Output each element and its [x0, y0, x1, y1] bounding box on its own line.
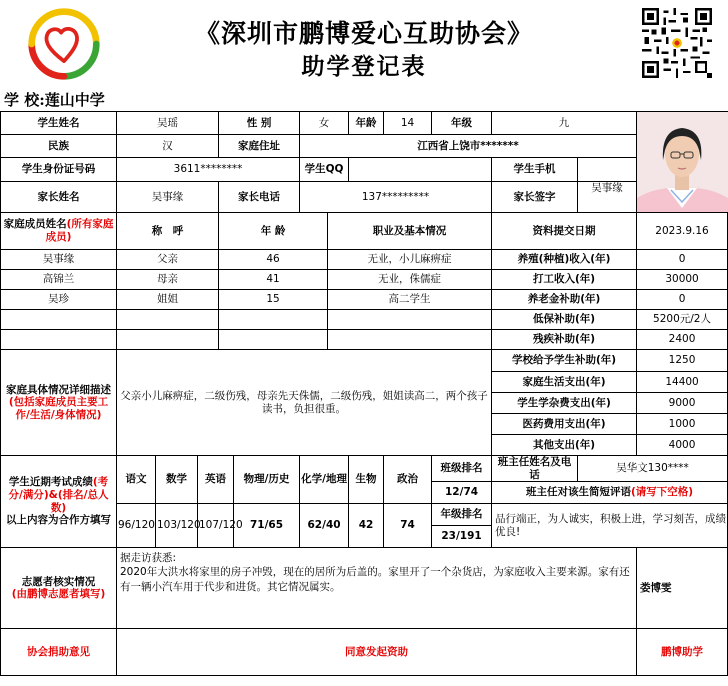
row-footer — [1, 629, 728, 676]
pengbo-signature: 鹏博助学 — [637, 629, 728, 676]
gender-label: 性 别 — [219, 112, 300, 135]
grade: 九 — [492, 112, 637, 135]
income-label: 养老金补助(年) — [492, 290, 637, 310]
member-name-empty — [1, 330, 117, 350]
expense-label: 学生学杂费支出(年) — [492, 393, 637, 414]
row-student-basic — [1, 112, 728, 135]
grade-label: 年级 — [432, 112, 492, 135]
income-value: 1250 — [637, 350, 728, 372]
member-name: 吴事缘 — [1, 250, 117, 270]
class-rank: 12/74 — [432, 482, 492, 504]
member-name-empty — [1, 310, 117, 330]
parent-sign-label: 家长签字 — [492, 181, 578, 212]
row-family-header — [1, 213, 728, 250]
family-job-header: 职业及基本情况 — [328, 213, 492, 250]
expense-label: 医药费用支出(年) — [492, 414, 637, 435]
parent-label: 家长姓名 — [1, 181, 117, 212]
grade-rank-label: 年级排名 — [432, 504, 492, 526]
volunteer-name: 娄博雯 — [637, 548, 728, 629]
expense-value: 4000 — [637, 435, 728, 456]
expense-label: 家庭生活支出(年) — [492, 372, 637, 393]
family-row — [1, 330, 728, 350]
income-label: 养殖(种植)收入(年) — [492, 250, 637, 270]
submit-date-label: 资料提交日期 — [492, 213, 637, 250]
row-scores-header — [1, 456, 728, 482]
income-label: 学校给予学生补助(年) — [492, 350, 637, 372]
student-photo — [637, 112, 728, 213]
income-value: 5200元/2人 — [637, 310, 728, 330]
row-volunteer — [1, 548, 728, 629]
subject-english: 英语 — [198, 456, 234, 504]
subject-biology: 生物 — [349, 456, 384, 504]
income-label: 低保补助(年) — [492, 310, 637, 330]
age: 14 — [384, 112, 432, 135]
income-value: 0 — [637, 290, 728, 310]
family-row — [1, 250, 728, 270]
member-title: 父亲 — [117, 250, 219, 270]
donation-opinion-label: 协会捐助意见 — [1, 629, 117, 676]
subject-chemistry-geography: 化学/地理 — [300, 456, 349, 504]
member-age: 15 — [219, 290, 328, 310]
score-math: 103/120 — [156, 504, 198, 548]
title-line1: 《深圳市鹏博爱心互助协会》 — [194, 19, 533, 48]
member-age-empty — [219, 330, 328, 350]
score-politics: 74 — [384, 504, 432, 548]
expense-value: 9000 — [637, 393, 728, 414]
subject-politics: 政治 — [384, 456, 432, 504]
student-name-label: 学生姓名 — [1, 112, 117, 135]
score-physics-history: 71/65 — [234, 504, 300, 548]
subject-math: 数学 — [156, 456, 198, 504]
member-title-empty — [117, 330, 219, 350]
student-name: 吴瑶 — [117, 112, 219, 135]
income-label: 残疾补助(年) — [492, 330, 637, 350]
header — [0, 0, 728, 109]
member-job-empty — [328, 310, 492, 330]
student-photo-icon — [637, 112, 728, 212]
row-id-contact — [1, 158, 728, 181]
ethnic: 汉 — [117, 135, 219, 158]
teacher-name-phone: 吴华文130**** — [578, 456, 728, 482]
class-rank-label: 班级排名 — [432, 456, 492, 482]
teacher-label: 班主任姓名及电话 — [492, 456, 578, 482]
member-name: 高锦兰 — [1, 270, 117, 290]
title-line2: 助学登记表 — [301, 53, 427, 80]
parent-signature: 吴事缘 — [578, 181, 637, 212]
expense-value: 14400 — [637, 372, 728, 393]
subject-physics-history: 物理/历史 — [234, 456, 300, 504]
member-title: 姐姐 — [117, 290, 219, 310]
submit-date: 2023.9.16 — [637, 213, 728, 250]
gender: 女 — [300, 112, 349, 135]
score-english: 107/120 — [198, 504, 234, 548]
situation-label: 家庭具体情况详细描述(包括家庭成员主要工作/生活/身体情况) — [1, 350, 117, 456]
phone-label: 学生手机 — [492, 158, 578, 181]
subject-chinese: 语文 — [117, 456, 156, 504]
score-chinese: 96/120 — [117, 504, 156, 548]
family-members-label: 家庭成员姓名(所有家庭成员) — [1, 213, 117, 250]
school-name: 学 校:莲山中学 — [4, 91, 105, 109]
member-name: 吴珍 — [1, 290, 117, 310]
situation-text: 父亲小儿麻痹症，二级伤残，母亲先天侏儒，二级伤残，姐姐读高二，两个孩子读书，负担很重。 — [117, 350, 492, 456]
teacher-comment: 品行端正，为人诚实，积极上进，学习刻苦，成绩优良! — [492, 504, 728, 548]
member-title: 母亲 — [117, 270, 219, 290]
income-value: 0 — [637, 250, 728, 270]
expense-value: 1000 — [637, 414, 728, 435]
member-job: 无业，侏儒症 — [328, 270, 492, 290]
volunteer-label: 志愿者核实情况 (由鹏博志愿者填写) — [1, 548, 117, 629]
address: 江西省上饶市******* — [300, 135, 637, 158]
grade-rank: 23/191 — [432, 526, 492, 548]
student-qq — [349, 158, 492, 181]
volunteer-notes: 据走访获悉: 2020年大洪水将家里的房子冲毁，现在的居所为后盖的。家里开了一个杂货店，为家庭收入主要来源。家有还有一辆小汽车用于代步和进货。其它情况属实。 — [117, 548, 637, 629]
member-job: 高二学生 — [328, 290, 492, 310]
member-age: 41 — [219, 270, 328, 290]
income-label: 打工收入(年) — [492, 270, 637, 290]
family-row — [1, 290, 728, 310]
family-title-header: 称 呼 — [117, 213, 219, 250]
student-id: 3611******** — [117, 158, 300, 181]
parent-name: 吴事缘 — [117, 181, 219, 212]
registration-table — [0, 111, 728, 676]
member-job: 无业，小儿麻痹症 — [328, 250, 492, 270]
comment-label: 班主任对该生简短评语(请写下空格) — [492, 482, 728, 504]
income-value: 30000 — [637, 270, 728, 290]
score-biology: 42 — [349, 504, 384, 548]
qr-code-icon — [642, 8, 712, 78]
age-label: 年龄 — [349, 112, 384, 135]
student-phone — [578, 158, 637, 181]
address-label: 家庭住址 — [219, 135, 300, 158]
parent-phone: 137********* — [300, 181, 492, 212]
row-parent — [1, 181, 728, 212]
member-title-empty — [117, 310, 219, 330]
member-age-empty — [219, 310, 328, 330]
income-value: 2400 — [637, 330, 728, 350]
donation-decision: 同意发起资助 — [117, 629, 637, 676]
scores-label: 学生近期考试成绩(考分/满分)&(排名/总人数) 以上内容为合作方填写 — [1, 456, 117, 548]
member-age: 46 — [219, 250, 328, 270]
family-row — [1, 270, 728, 290]
expense-label: 其他支出(年) — [492, 435, 637, 456]
score-chemistry-geography: 62/40 — [300, 504, 349, 548]
row-situation — [1, 350, 728, 372]
family-row — [1, 310, 728, 330]
parent-phone-label: 家长电话 — [219, 181, 300, 212]
qq-label: 学生QQ — [300, 158, 349, 181]
ethnic-label: 民族 — [1, 135, 117, 158]
family-age-header: 年 龄 — [219, 213, 328, 250]
member-job-empty — [328, 330, 492, 350]
id-label: 学生身份证号码 — [1, 158, 117, 181]
row-ethnic-address — [1, 135, 728, 158]
